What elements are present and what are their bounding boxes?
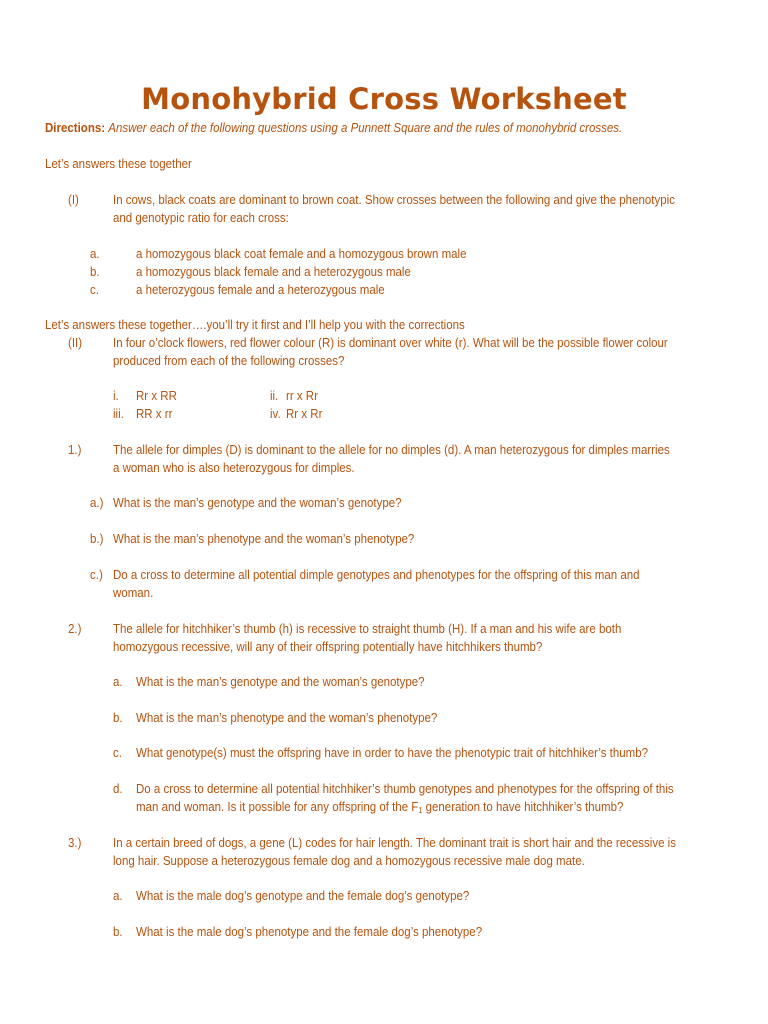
question-1a-label: a.) xyxy=(90,496,104,510)
question-I-item: a homozygous black coat female and a homozygous brown male xyxy=(136,247,467,261)
question-2-text: The allele for hitchhiker’s thumb (h) is recessive to straight thumb (H). If a man and his wife are both xyxy=(113,622,622,636)
cross-item: rr x Rr xyxy=(286,389,318,403)
cross-label: i. xyxy=(113,389,119,403)
question-2b-text: What is the man’s phenotype and the woman’s phenotype? xyxy=(136,711,438,725)
question-II-text-cont: produced from each of the following crosses? xyxy=(113,354,345,368)
question-2d-label: d. xyxy=(113,782,123,796)
page-title: Monohybrid Cross Worksheet xyxy=(141,82,627,116)
question-1b-text: What is the man’s phenotype and the woman’s phenotype? xyxy=(113,532,415,546)
question-2c-label: c. xyxy=(113,746,122,760)
question-2-text-cont: homozygous recessive, will any of their offspring potentially have hitchhikers thumb? xyxy=(113,640,543,654)
question-I-item: a heterozygous female and a heterozygous male xyxy=(136,283,385,297)
cross-item: Rr x Rr xyxy=(286,407,323,421)
intro-text-2: Let’s answers these together….you’ll try it first and I’ll help you with the corrections xyxy=(45,318,465,332)
question-2b-label: b. xyxy=(113,711,123,725)
question-2d-text: Do a cross to determine all potential hitchhiker’s thumb genotypes and phenotypes for the offspring of this xyxy=(136,782,674,796)
question-2a-label: a. xyxy=(113,675,123,689)
question-3a-text: What is the male dog’s genotype and the female dog’s genotype? xyxy=(136,889,470,903)
question-I-number: (I) xyxy=(68,193,79,207)
question-II-number: (II) xyxy=(68,336,83,350)
question-1c-label: c.) xyxy=(90,568,103,582)
question-1-text: The allele for dimples (D) is dominant to the allele for no dimples (d). A man heterozygous for dimples marries xyxy=(113,443,670,457)
cross-item: Rr x RR xyxy=(136,389,177,403)
question-II-text: In four o’clock flowers, red flower colour (R) is dominant over white (r). What will be the possible flower colour xyxy=(113,336,668,350)
question-2c-text: What genotype(s) must the offspring have in order to have the phenotypic trait of hitchhiker’s thumb? xyxy=(136,746,649,760)
cross-item: RR x rr xyxy=(136,407,173,421)
question-I-text: In cows, black coats are dominant to brown coat. Show crosses between the following and give the phenotypic xyxy=(113,193,675,207)
question-1c-text-cont: woman. xyxy=(113,586,154,600)
question-3-text: In a certain breed of dogs, a gene (L) codes for hair length. The dominant trait is short hair and the recessive is xyxy=(113,836,676,850)
question-I-item-label: a. xyxy=(90,247,100,261)
question-1c-text: Do a cross to determine all potential dimple genotypes and phenotypes for the offspring of this man and xyxy=(113,568,640,582)
question-2d-text-cont xyxy=(136,798,623,820)
question-3b-label: b. xyxy=(113,925,123,939)
question-I-item: a homozygous black female and a heterozygous male xyxy=(136,265,411,279)
question-2a-text: What is the man’s genotype and the woman’s genotype? xyxy=(136,675,425,689)
question-3a-label: a. xyxy=(113,889,123,903)
question-2-number: 2.) xyxy=(68,622,82,636)
directions-label: Directions: xyxy=(45,121,106,135)
question-I-item-label: b. xyxy=(90,265,100,279)
question-1-number: 1.) xyxy=(68,443,82,457)
directions xyxy=(45,119,622,137)
question-3-number: 3.) xyxy=(68,836,82,850)
question-2d-text-post: generation to have hitchhiker’s thumb? xyxy=(422,800,624,814)
directions-text: Answer each of the following questions using a Punnett Square and the rules of monohybrid crosses. xyxy=(108,121,623,135)
cross-label: iii. xyxy=(113,407,124,421)
cross-label: iv. xyxy=(270,407,281,421)
question-2d-text-pre: man and woman. Is it possible for any offspring of the F xyxy=(136,800,419,814)
question-1-text-cont: a woman who is also heterozygous for dimples. xyxy=(113,461,355,475)
question-I-text-cont: and genotypic ratio for each cross: xyxy=(113,211,289,225)
question-3b-text: What is the male dog’s phenotype and the female dog’s phenotype? xyxy=(136,925,483,939)
cross-label: ii. xyxy=(270,389,279,403)
question-1a-text: What is the man’s genotype and the woman’s genotype? xyxy=(113,496,402,510)
intro-text-1: Let’s answers these together xyxy=(45,157,192,171)
f1-subscript: 1 xyxy=(418,806,423,815)
question-1b-label: b.) xyxy=(90,532,104,546)
question-3-text-cont: long hair. Suppose a heterozygous female dog and a homozygous recessive male dog mate. xyxy=(113,854,585,868)
question-I-item-label: c. xyxy=(90,283,99,297)
